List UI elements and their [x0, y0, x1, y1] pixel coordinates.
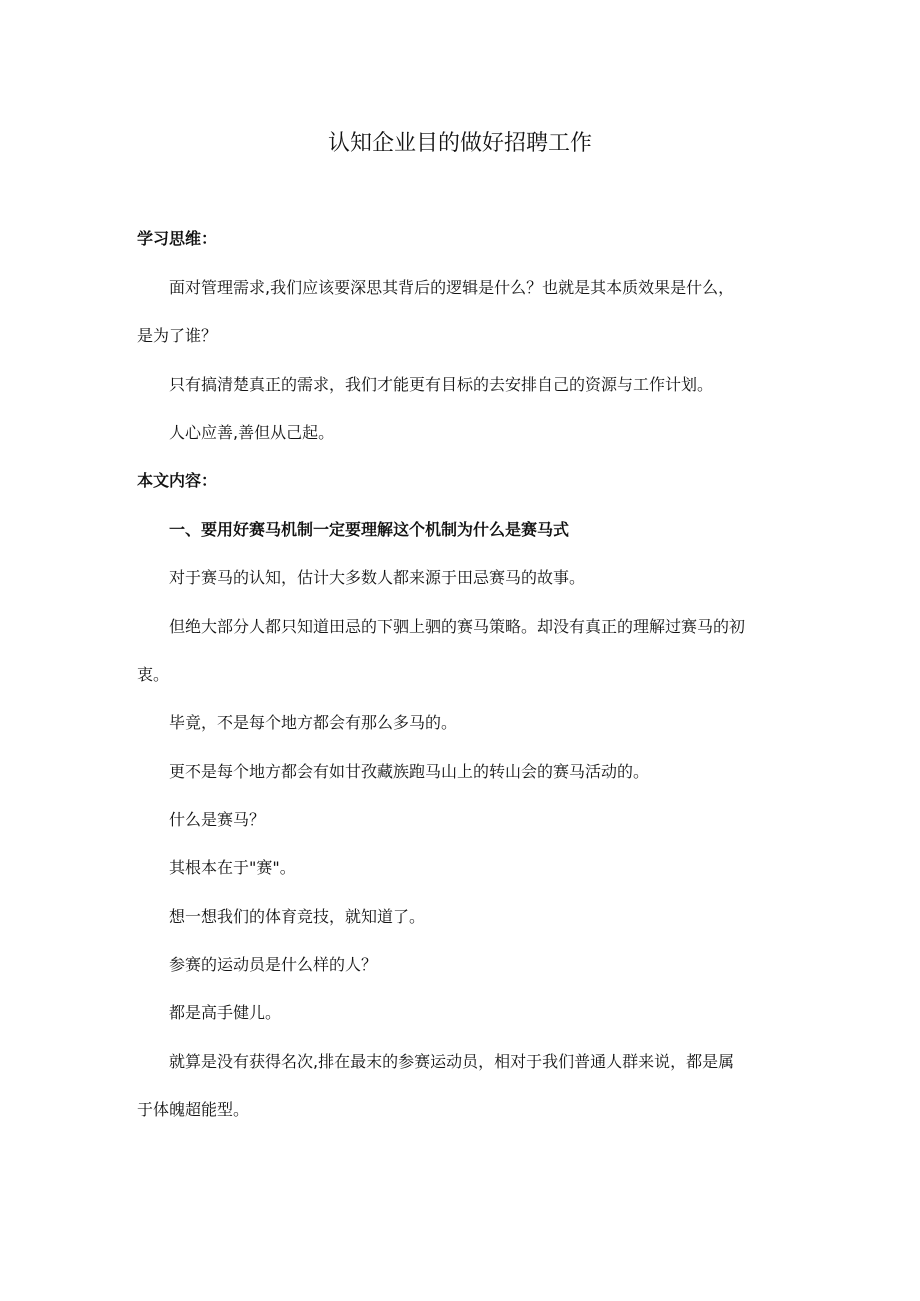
paragraph-line: 衷。 — [137, 665, 170, 684]
document-title: 认知企业目的做好招聘工作 — [327, 131, 592, 156]
paragraph-line: 面对管理需求,我们应该要深思其背后的逻辑是什么？也就是其本质效果是什么， — [169, 278, 735, 297]
paragraph-line: 只有搞清楚真正的需求，我们才能更有目标的去安排自己的资源与工作计划。 — [169, 375, 714, 394]
paragraph-line: 其根本在于"赛"。 — [169, 858, 296, 877]
paragraph-line: 什么是赛马？ — [169, 810, 266, 829]
paragraph-line: 更不是每个地方都会有如甘孜藏族跑马山上的转山会的赛马活动的。 — [169, 762, 650, 781]
section-heading-content: 本文内容： — [137, 471, 218, 490]
paragraph-line: 对于赛马的认知，估计大多数人都来源于田忌赛马的故事。 — [169, 568, 586, 587]
paragraph-line: 都是高手健儿。 — [169, 1003, 282, 1022]
paragraph-line: 但绝大部分人都只知道田忌的下驷上驷的赛马策略。却没有真正的理解过赛马的初 — [169, 617, 746, 636]
paragraph-line: 人心应善,善但从己起。 — [169, 423, 335, 442]
section-heading-thinking: 学习思维： — [137, 229, 218, 248]
paragraph-line: 于体魄超能型。 — [137, 1100, 250, 1119]
paragraph-line: 想一想我们的体育竞技，就知道了。 — [169, 907, 426, 926]
paragraph-line: 毕竟，不是每个地方都会有那么多马的。 — [169, 713, 458, 732]
subsection-heading: 一、要用好赛马机制一定要理解这个机制为什么是赛马式 — [169, 520, 570, 539]
paragraph-line: 参赛的运动员是什么样的人？ — [169, 955, 378, 974]
paragraph-line: 就算是没有获得名次,排在最末的参赛运动员，相对于我们普通人群来说，都是属 — [169, 1052, 735, 1071]
paragraph-line: 是为了谁？ — [137, 326, 218, 345]
